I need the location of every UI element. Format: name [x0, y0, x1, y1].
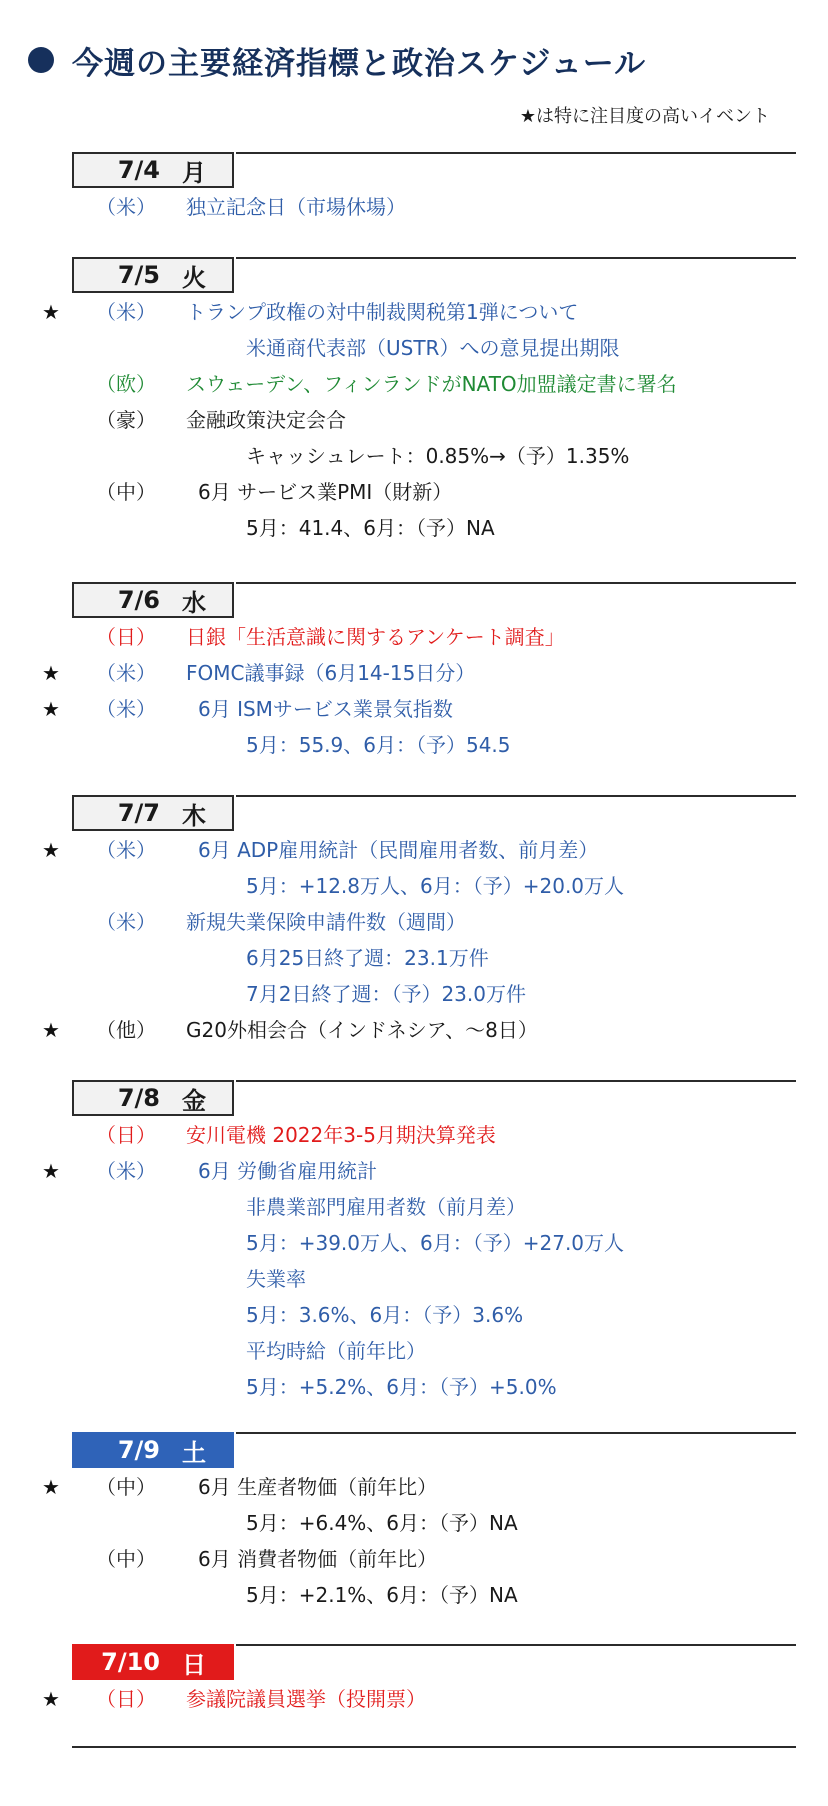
event-country: （米）: [96, 838, 156, 862]
event-text: 5月：+5.2%、6月：（予）+5.0%: [246, 1375, 557, 1399]
event-line: [0, 1470, 828, 1504]
star-icon: ★: [42, 300, 60, 324]
event-text: 5月：+39.0万人、6月：（予）+27.0万人: [246, 1231, 625, 1255]
event-text: 独立記念日（市場休場）: [186, 195, 406, 219]
event-text: 非農業部門雇用者数（前月差）: [246, 1195, 526, 1219]
event-text: 5月：3.6%、6月：（予）3.6%: [246, 1303, 524, 1327]
page-title: [28, 30, 646, 90]
event-line: [0, 403, 828, 437]
event-line: [0, 439, 828, 473]
day-weekday: 日: [182, 1650, 206, 1679]
star-icon: ★: [42, 1159, 60, 1183]
day-divider: [236, 795, 796, 797]
page-title-text: 今週の主要経済指標と政治スケジュール: [72, 45, 647, 82]
event-country: （中）: [96, 1475, 156, 1499]
event-country: （豪）: [96, 408, 156, 432]
event-line: [0, 1682, 828, 1716]
day-weekday: 火: [182, 263, 206, 292]
event-text: 6月 労働省雇用統計: [198, 1159, 378, 1183]
day-weekday: 木: [182, 801, 206, 830]
event-line: [0, 620, 828, 654]
event-line: [0, 1226, 828, 1260]
event-line: [0, 833, 828, 867]
day-divider: [236, 152, 796, 154]
event-line: [0, 728, 828, 762]
day-weekday: 水: [182, 588, 206, 617]
event-text: 6月25日終了週：23.1万件: [246, 946, 489, 970]
star-icon: ★: [42, 661, 60, 685]
event-text: G20外相会合（インドネシア、～8日）: [186, 1018, 538, 1042]
event-text: 6月 ISMサービス業景気指数: [198, 697, 453, 721]
event-line: [0, 1298, 828, 1332]
day-date: 7/8: [117, 1084, 160, 1112]
event-text: 5月：55.9、6月：（予）54.5: [246, 733, 511, 757]
event-line: [0, 1542, 828, 1576]
event-line: [0, 1370, 828, 1404]
event-text: FOMC議事録（6月14-15日分）: [186, 661, 476, 685]
event-line: [0, 1118, 828, 1152]
event-line: [0, 1013, 828, 1047]
day-weekday: 金: [182, 1086, 206, 1115]
day-label: [72, 257, 234, 293]
event-country: （米）: [96, 300, 156, 324]
event-line: [0, 1334, 828, 1368]
event-text: 米通商代表部（USTR）への意見提出期限: [246, 336, 620, 360]
event-line: [0, 1262, 828, 1296]
day-divider: [236, 1644, 796, 1646]
day-divider: [236, 257, 796, 259]
day-label: [72, 582, 234, 618]
event-text: トランプ政権の対中制裁関税第1弾について: [186, 300, 579, 324]
day-date: 7/6: [117, 586, 160, 614]
event-text: 5月：+2.1%、6月：（予）NA: [246, 1583, 518, 1607]
event-line: [0, 1190, 828, 1224]
event-country: （日）: [96, 1687, 156, 1711]
event-line: [0, 475, 828, 509]
legend-note: ★は特に注目度の高いイベント: [519, 106, 770, 127]
day-weekday: 月: [182, 158, 206, 187]
event-text: 6月 ADP雇用統計（民間雇用者数、前月差）: [198, 838, 599, 862]
event-country: （米）: [96, 1159, 156, 1183]
event-line: [0, 692, 828, 726]
event-line: [0, 511, 828, 545]
day-divider: [236, 1080, 796, 1082]
event-line: [0, 331, 828, 365]
event-text: 参議院議員選挙（投開票）: [186, 1687, 426, 1711]
event-country: （中）: [96, 480, 156, 504]
day-date: 7/4: [117, 156, 160, 184]
event-line: [0, 190, 828, 224]
event-text: 金融政策決定会合: [186, 408, 346, 432]
day-label: [72, 1432, 234, 1468]
event-line: [0, 295, 828, 329]
event-country: （他）: [96, 1018, 156, 1042]
day-label: [72, 152, 234, 188]
event-country: （米）: [96, 910, 156, 934]
event-text: 安川電機 2022年3-5月期決算発表: [186, 1123, 496, 1147]
day-label: [72, 795, 234, 831]
event-country: （米）: [96, 195, 156, 219]
star-icon: ★: [42, 1687, 60, 1711]
event-line: [0, 941, 828, 975]
day-divider: [236, 582, 796, 584]
event-text: 5月：41.4、6月：（予）NA: [246, 516, 495, 540]
event-text: 日銀「生活意識に関するアンケート調査」: [186, 625, 565, 649]
event-text: 6月 消費者物価（前年比）: [198, 1547, 438, 1571]
star-icon: ★: [42, 1475, 60, 1499]
event-text: 5月：+12.8万人、6月：（予）+20.0万人: [246, 874, 625, 898]
day-divider: [236, 1432, 796, 1434]
event-text: スウェーデン、フィンランドがNATO加盟議定書に署名: [186, 372, 677, 396]
event-country: （米）: [96, 697, 156, 721]
day-label: [72, 1080, 234, 1116]
star-icon: ★: [42, 697, 60, 721]
star-icon: ★: [42, 1018, 60, 1042]
event-country: （中）: [96, 1547, 156, 1571]
event-line: [0, 869, 828, 903]
event-line: [0, 367, 828, 401]
event-country: （米）: [96, 661, 156, 685]
day-date: 7/9: [117, 1436, 160, 1464]
event-text: 新規失業保険申請件数（週間）: [186, 910, 466, 934]
event-text: 平均時給（前年比）: [246, 1339, 426, 1363]
star-icon: ★: [42, 838, 60, 862]
day-date: 7/10: [101, 1648, 160, 1676]
bottom-divider: [72, 1746, 796, 1748]
day-label: [72, 1644, 234, 1680]
event-line: [0, 1154, 828, 1188]
event-text: 6月 生産者物価（前年比）: [198, 1475, 438, 1499]
event-text: キャッシュレート：0.85%→（予）1.35%: [246, 444, 630, 468]
event-text: 7月2日終了週：（予）23.0万件: [246, 982, 526, 1006]
event-text: 5月：+6.4%、6月：（予）NA: [246, 1511, 518, 1535]
event-text: 6月 サービス業PMI（財新）: [198, 480, 453, 504]
event-line: [0, 1506, 828, 1540]
day-weekday: 土: [182, 1438, 206, 1467]
event-country: （日）: [96, 1123, 156, 1147]
bullet-circle-icon: [28, 47, 54, 73]
event-line: [0, 905, 828, 939]
day-date: 7/7: [117, 799, 160, 827]
day-date: 7/5: [117, 261, 160, 289]
event-country: （日）: [96, 625, 156, 649]
event-country: （欧）: [96, 372, 156, 396]
event-line: [0, 977, 828, 1011]
event-text: 失業率: [246, 1267, 306, 1291]
event-line: [0, 656, 828, 690]
event-line: [0, 1578, 828, 1612]
